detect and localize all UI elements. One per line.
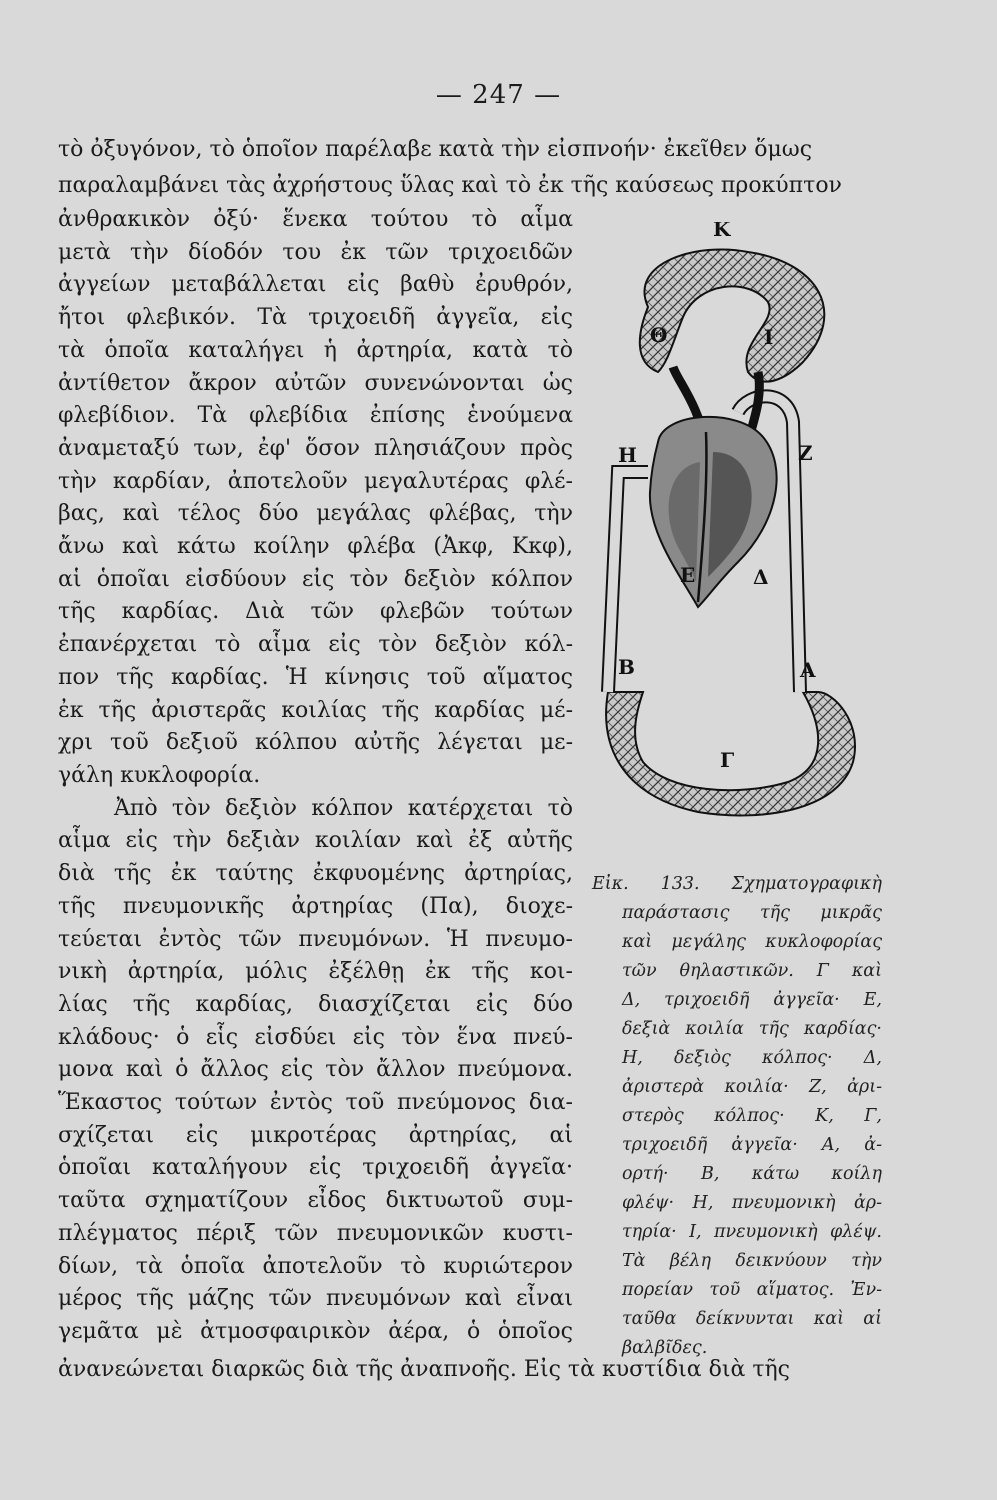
body-line: ταῦτα σχηματίζουν εἶδος δικτυωτοῦ συμ-: [58, 1188, 573, 1214]
caption-line: Τὰ βέλη δεικνύουν τὴν: [622, 1251, 882, 1271]
caption-line: τριχοειδῆ ἀγγεῖα· Α, ἀ-: [622, 1135, 882, 1155]
caption-line: τηρία· Ι, πνευμονικὴ φλέψ.: [622, 1222, 882, 1242]
caption-line: φλέψ· Η, πνευμονικὴ ἀρ-: [622, 1193, 882, 1213]
body-line: μέρος τῆς μάζης τῶν πνευμόνων καὶ εἶναι: [58, 1286, 573, 1312]
body-line: γεμᾶτα μὲ ἀτμοσφαιρικὸν ἀέρα, ὁ ὁποῖος: [58, 1319, 573, 1344]
caption-line: ταῦθα δείκνυνται καὶ αἱ: [622, 1309, 882, 1329]
label-theta: Θ: [650, 323, 668, 347]
body-line: ἀντίθετον ἄκρον αὐτῶν συνενώνονται ὡς: [58, 370, 573, 396]
label-alpha: Α: [800, 658, 816, 682]
body-line: δίων, τὰ ὁποῖα ἀποτελοῦν τὸ κυριώτερον: [58, 1253, 573, 1279]
caption-line: βαλβῖδες.: [622, 1338, 708, 1358]
body-line-top-1: τὸ ὀξυγόνον, τὸ ὁποῖον παρέλαβε κατὰ τὴν εἰσπνοήν· ἐκεῖθεν ὅμως: [58, 137, 813, 162]
body-line: ἀνθρακικὸν ὀξύ· ἕνεκα τούτου τὸ αἷμα: [58, 207, 573, 232]
caption-line: παράστασις τῆς μικρᾶς: [622, 903, 882, 923]
label-iota: Ι: [764, 325, 774, 349]
caption-line: Η, δεξιὸς κόλπος· Δ,: [622, 1048, 882, 1068]
body-line: βας, καὶ τέλος δύο μεγάλας φλέβας, τὴν: [58, 501, 573, 527]
body-line: κλάδους· ὁ εἷς εἰσδύει εἰς τὸν ἕνα πνεύ-: [58, 1024, 573, 1050]
body-line: ἤτοι φλεβικόν. Τὰ τριχοειδῆ ἀγγεῖα, εἰς: [58, 305, 573, 331]
caption-line: Εἰκ. 133. Σχηματογραφικὴ: [592, 874, 882, 894]
body-line: διὰ τῆς ἐκ ταύτης ἐκφυομένης ἀρτηρίας,: [58, 861, 573, 887]
body-line: μετὰ τὴν δίοδόν του ἐκ τῶν τριχοειδῶν: [58, 239, 573, 265]
label-eta: Η: [618, 443, 637, 467]
body-line-bottom: ἀνανεώνεται διαρκῶς διὰ τῆς ἀναπνοῆς. Εἰς τὰ κυστίδια διὰ τῆς: [58, 1357, 790, 1382]
body-line: ὁποῖαι καταλήγουν εἰς τριχοειδῆ ἀγγεῖα·: [58, 1155, 573, 1181]
caption-line: Δ, τριχοειδῆ ἀγγεῖα· Ε,: [622, 990, 882, 1010]
body-line-top-2: παραλαμβάνει τὰς ἀχρήστους ὕλας καὶ τὸ ἐκ τῆς καύσεως προκύπτον: [58, 173, 842, 198]
pulmonary-capillary-loop: [640, 249, 825, 381]
caption-line: πορείαν τοῦ αἵματος. Ἐν-: [622, 1280, 882, 1300]
body-line: λίας τῆς καρδίας, διασχίζεται εἰς δύο: [58, 991, 573, 1017]
label-epsilon: Ε: [680, 563, 696, 587]
body-line: τεύεται ἐντὸς τῶν πνευμόνων. Ἡ πνευμο-: [58, 926, 573, 952]
circulation-diagram-illustration: [588, 222, 888, 852]
page-number: — 247 —: [435, 80, 562, 110]
body-line: πον τῆς καρδίας. Ἡ κίνησις τοῦ αἵματος: [58, 664, 573, 690]
label-zeta: Ζ: [798, 441, 813, 465]
body-line: γάλη κυκλοφορία.: [58, 763, 261, 788]
body-line: ἐκ τῆς ἀριστερᾶς κοιλίας τῆς καρδίας μέ-: [58, 697, 573, 723]
label-gamma: Γ: [720, 748, 735, 772]
body-line: ἐπανέρχεται τὸ αἷμα εἰς τὸν δεξιὸν κόλ-: [58, 632, 573, 658]
body-line: ἄνω καὶ κάτω κοίλην φλέβα (Ἀκφ, Κκφ),: [58, 534, 573, 560]
caption-line: στερὸς κόλπος· Κ, Γ,: [622, 1106, 882, 1126]
body-line: τῆς πνευμονικῆς ἀρτηρίας (Πα), διοχε-: [58, 893, 573, 919]
caption-line: ἀριστερὰ κοιλία· Ζ, ἀρι-: [622, 1077, 882, 1097]
body-line: φλεβίδιον. Τὰ φλεβίδια ἐπίσης ἑνούμενα: [58, 403, 573, 429]
caption-line: καὶ μεγάλης κυκλοφορίας: [622, 932, 882, 952]
label-delta: Δ: [753, 565, 769, 589]
label-beta: Β: [618, 655, 635, 679]
body-line: χρι τοῦ δεξιοῦ κόλπου αὐτῆς λέγεται με-: [58, 730, 573, 756]
caption-line: δεξιὰ κοιλία τῆς καρδίας·: [622, 1019, 882, 1039]
body-line: μονα καὶ ὁ ἄλλος εἰς τὸν ἄλλον πνεύμονα.: [58, 1057, 573, 1083]
body-line: αἱ ὁποῖαι εἰσδύουν εἰς τὸν δεξιὸν κόλπον: [58, 566, 573, 592]
caption-line: ορτή· Β, κάτω κοίλη: [622, 1164, 882, 1184]
figure-caption: [592, 870, 882, 1363]
body-line: σχίζεται εἰς μικροτέρας ἀρτηρίας, αἱ: [58, 1122, 573, 1148]
body-line: ἀγγείων μεταβάλλεται εἰς βαθὺ ἐρυθρόν,: [58, 272, 573, 298]
caption-line: τῶν θηλαστικῶν. Γ καὶ: [622, 961, 882, 981]
body-line: αἷμα εἰς τὴν δεξιὰν κοιλίαν καὶ ἐξ αὐτῆς: [58, 828, 573, 854]
body-line: Ἕκαστος τούτων ἐντὸς τοῦ πνεύμονος δια-: [58, 1090, 573, 1116]
body-line: τὴν καρδίαν, ἀποτελοῦν μεγαλυτέρας φλέ-: [58, 468, 573, 494]
body-line: Ἀπὸ τὸν δεξιὸν κόλπον κατέρχεται τὸ: [114, 795, 573, 821]
label-kappa: Κ: [713, 222, 731, 241]
circulation-figure: [588, 222, 888, 852]
body-line: πλέγματος πέριξ τῶν πνευμονικῶν κυστι-: [58, 1220, 573, 1246]
body-line: τῆς καρδίας. Διὰ τῶν φλεβῶν τούτων: [58, 599, 573, 625]
body-line: νικὴ ἀρτηρία, μόλις ἐξέλθῃ ἐκ τῆς κοι-: [58, 959, 573, 985]
body-line: ἀναμεταξύ των, ἐφ' ὅσον πλησιάζουν πρὸς: [58, 435, 573, 461]
body-line: τὰ ὁποῖα καταλήγει ἡ ἀρτηρία, κατὰ τὸ: [58, 337, 573, 363]
